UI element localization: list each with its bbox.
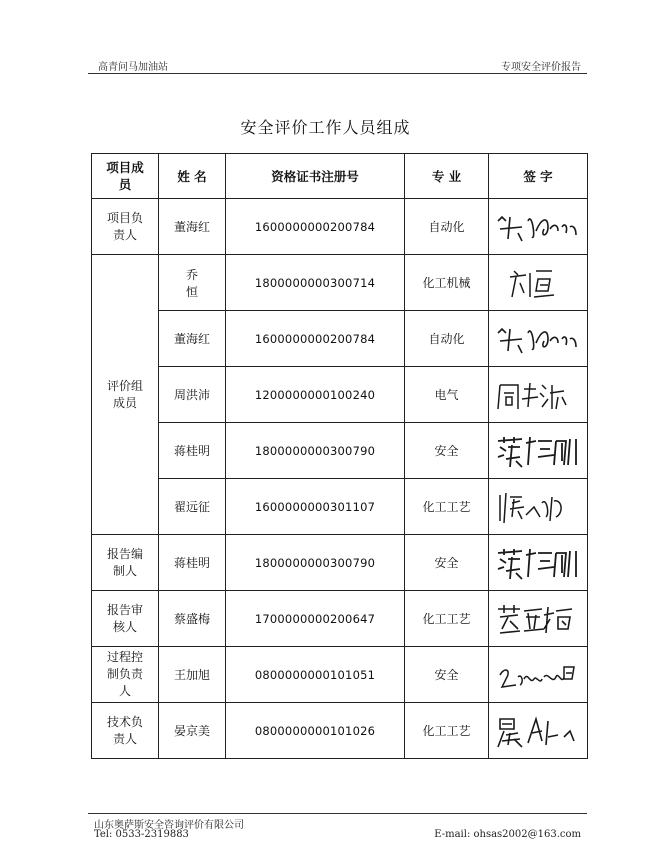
signature-cell (489, 311, 588, 367)
col-header-signature: 签 字 (489, 154, 588, 199)
footer-company: 山东奥萨斯安全咨询评价有限公司 (94, 820, 244, 831)
name-cell: 周洪沛 (159, 367, 226, 423)
major-cell: 自动化 (405, 311, 489, 367)
role-cell: 项目负责人 (92, 199, 159, 255)
cert-cell: 1800000000300714 (226, 255, 405, 311)
signature-image (492, 263, 584, 303)
signature-cell (489, 255, 588, 311)
major-cell: 化工机械 (405, 255, 489, 311)
major-cell: 安全 (405, 423, 489, 479)
role-cell: 报告编制人 (92, 535, 159, 591)
footer-tel: Tel: 0533-2319883 (94, 829, 189, 840)
name-cell: 蒋桂明 (159, 535, 226, 591)
table-row (92, 535, 588, 591)
header-right-title: 专项安全评价报告 (501, 62, 581, 73)
signature-image (492, 375, 584, 415)
major-cell: 安全 (405, 647, 489, 703)
table-row (92, 255, 588, 311)
signature-image (492, 431, 584, 471)
signature-cell (489, 199, 588, 255)
table-row (92, 311, 588, 367)
major-cell: 自动化 (405, 199, 489, 255)
cert-cell: 0800000000101051 (226, 647, 405, 703)
major-cell: 化工工艺 (405, 479, 489, 535)
page-title: 安全评价工作人员组成 (240, 118, 411, 137)
name-cell: 董海红 (159, 199, 226, 255)
signature-cell (489, 367, 588, 423)
signature-cell (489, 479, 588, 535)
cert-cell: 1600000000200784 (226, 311, 405, 367)
table-row (92, 199, 588, 255)
footer-email: E-mail: ohsas2002@163.com (434, 829, 581, 840)
name-cell: 晏京美 (159, 703, 226, 759)
header-rule (88, 73, 587, 74)
cert-cell: 1700000000200647 (226, 591, 405, 647)
col-header-major: 专 业 (405, 154, 489, 199)
signature-cell (489, 647, 588, 703)
name-cell: 翟远征 (159, 479, 226, 535)
staff-table-wrapper (91, 153, 588, 759)
signature-image (492, 487, 584, 527)
table-row (92, 591, 588, 647)
signature-image (492, 207, 584, 247)
role-cell: 过程控制负责人 (92, 647, 159, 703)
major-cell: 电气 (405, 367, 489, 423)
major-cell: 化工工艺 (405, 703, 489, 759)
cert-cell: 1600000000301107 (226, 479, 405, 535)
signature-cell (489, 423, 588, 479)
signature-image (492, 655, 584, 695)
cert-cell: 1800000000300790 (226, 423, 405, 479)
table-row (92, 479, 588, 535)
cert-cell: 1200000000100240 (226, 367, 405, 423)
signature-image (492, 543, 584, 583)
signature-image (492, 711, 584, 751)
signature-cell (489, 535, 588, 591)
col-header-cert: 资格证书注册号 (226, 154, 405, 199)
signature-image (492, 319, 584, 359)
col-header-name: 姓 名 (159, 154, 226, 199)
name-cell: 蔡盛梅 (159, 591, 226, 647)
name-cell: 乔 恒 (159, 255, 226, 311)
table-row (92, 367, 588, 423)
signature-cell (489, 703, 588, 759)
name-cell: 董海红 (159, 311, 226, 367)
header-left-title: 高青问马加油站 (98, 62, 168, 73)
name-cell: 王加旭 (159, 647, 226, 703)
table-row (92, 647, 588, 703)
signature-cell (489, 591, 588, 647)
role-cell: 报告审核人 (92, 591, 159, 647)
cert-cell: 1600000000200784 (226, 199, 405, 255)
signature-image (492, 599, 584, 639)
role-cell: 评价组成员 (92, 255, 159, 535)
major-cell: 安全 (405, 535, 489, 591)
footer-rule (88, 813, 587, 814)
table-row (92, 703, 588, 759)
major-cell: 化工工艺 (405, 591, 489, 647)
col-header-role: 项目成员 (92, 154, 159, 199)
table-row (92, 423, 588, 479)
role-cell: 技术负责人 (92, 703, 159, 759)
cert-cell: 0800000000101026 (226, 703, 405, 759)
name-cell: 蒋桂明 (159, 423, 226, 479)
cert-cell: 1800000000300790 (226, 535, 405, 591)
table-header-row (92, 154, 588, 199)
staff-table (91, 153, 588, 759)
